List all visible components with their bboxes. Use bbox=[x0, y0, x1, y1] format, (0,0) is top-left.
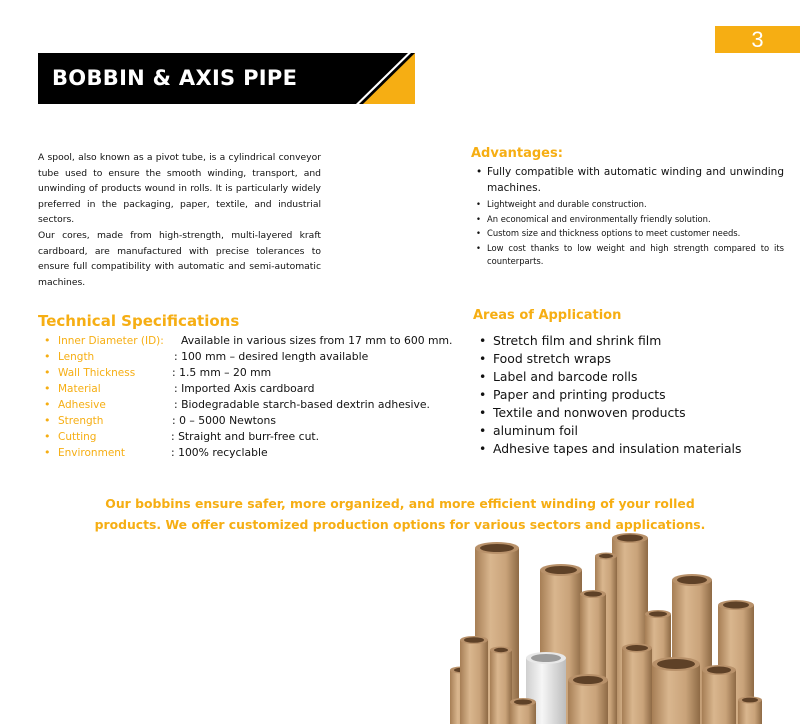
spec-row bbox=[38, 365, 483, 381]
area-item: • Label and barcode rolls bbox=[473, 368, 793, 386]
advantage-item: • Low cost thanks to low weight and high strength compared to its counterparts. bbox=[471, 242, 784, 269]
specifications-heading: Technical Specifications bbox=[38, 312, 240, 330]
spec-label: Adhesive bbox=[58, 399, 106, 411]
area-item: • Stretch film and shrink film bbox=[473, 332, 793, 350]
spec-row bbox=[38, 429, 483, 445]
spec-row bbox=[38, 381, 483, 397]
bullet-icon: • bbox=[44, 334, 51, 347]
areas-list bbox=[473, 332, 793, 458]
area-item: • aluminum foil bbox=[473, 422, 793, 440]
bullet-icon: • bbox=[44, 382, 51, 395]
bullet-icon: • bbox=[44, 366, 51, 379]
advantages-heading: Advantages: bbox=[471, 146, 563, 161]
areas-heading: Areas of Application bbox=[473, 308, 622, 323]
area-item: • Textile and nonwoven products bbox=[473, 404, 793, 422]
advantage-item: • Lightweight and durable construction. bbox=[471, 198, 784, 212]
advantage-item: • An economical and environmentally friendly solution. bbox=[471, 213, 784, 227]
spec-value: : 0 – 5000 Newtons bbox=[172, 414, 276, 427]
advantages-section bbox=[471, 146, 784, 270]
spec-value: : 1.5 mm – 20 mm bbox=[172, 366, 272, 379]
spec-label: Cutting bbox=[58, 431, 97, 443]
area-item: • Adhesive tapes and insulation materials bbox=[473, 440, 793, 458]
intro-text bbox=[38, 150, 321, 290]
technical-specifications-section bbox=[38, 312, 483, 461]
intro-paragraph: Our cores, made from high-strength, multi-layered kraft cardboard, are manufactured with precise tolerances to ensure full compatibility with automatic and semi-automatic machines. bbox=[38, 229, 321, 288]
spec-label: Length bbox=[58, 351, 95, 363]
spec-value: : Biodegradable starch-based dextrin adhesive. bbox=[174, 398, 430, 411]
spec-value: : Straight and burr-free cut. bbox=[171, 430, 320, 443]
spec-row bbox=[38, 349, 483, 365]
page-title: BOBBIN & AXIS PIPE bbox=[52, 66, 298, 90]
spec-value: Available in various sizes from 17 mm to 600 mm. bbox=[181, 334, 453, 347]
title-banner bbox=[38, 53, 415, 104]
bullet-icon: • bbox=[44, 446, 51, 459]
closing-statement bbox=[40, 493, 760, 535]
spec-value: : 100 mm – desired length available bbox=[174, 350, 369, 363]
spec-row bbox=[38, 413, 483, 429]
spec-label: Wall Thickness bbox=[58, 367, 136, 379]
spec-label: Material bbox=[58, 383, 101, 395]
closing-line: products. We offer customized production options for various sectors and applications. bbox=[94, 517, 706, 532]
spec-row bbox=[38, 397, 483, 413]
bullet-icon: • bbox=[44, 430, 51, 443]
spec-label: Strength bbox=[58, 415, 104, 427]
spec-value: : 100% recyclable bbox=[171, 446, 268, 459]
closing-line: Our bobbins ensure safer, more organized, and more efficient winding of your rolled bbox=[105, 496, 695, 511]
bullet-icon: • bbox=[44, 398, 51, 411]
spec-row bbox=[38, 333, 483, 349]
areas-of-application-section bbox=[473, 308, 793, 458]
area-item: • Paper and printing products bbox=[473, 386, 793, 404]
bullet-icon: • bbox=[44, 414, 51, 427]
spec-row bbox=[38, 445, 483, 461]
page-number-badge: 3 bbox=[715, 26, 800, 53]
advantages-list bbox=[471, 164, 784, 269]
spec-label: Environment bbox=[58, 447, 126, 459]
advantage-item: • Custom size and thickness options to meet customer needs. bbox=[471, 227, 784, 241]
bullet-icon: • bbox=[44, 350, 51, 363]
spec-value: : Imported Axis cardboard bbox=[174, 382, 315, 395]
spec-label: Inner Diameter (ID): bbox=[58, 335, 164, 347]
advantage-item: • Fully compatible with automatic winding and unwinding machines. bbox=[471, 164, 784, 196]
area-item: • Food stretch wraps bbox=[473, 350, 793, 368]
cardboard-tubes-image bbox=[440, 530, 770, 724]
intro-paragraph: A spool, also known as a pivot tube, is a cylindrical conveyor tube used to ensure the smooth winding, transport, and unwinding of products wound in rolls. It is particularly widely preferred in the packaging, paper, textile, and industrial sectors. bbox=[38, 152, 321, 226]
